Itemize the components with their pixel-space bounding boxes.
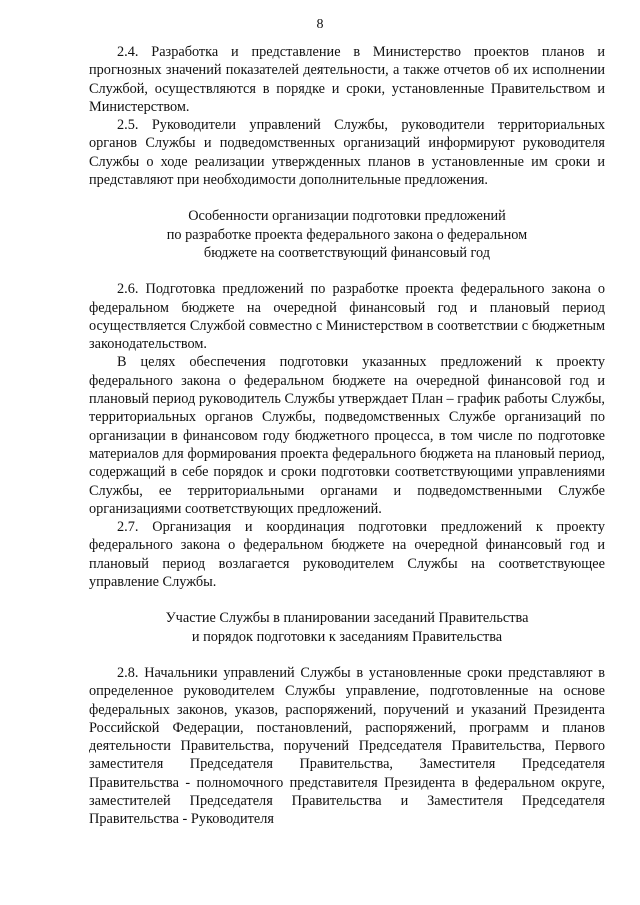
spacer [89,189,605,207]
paragraph-2-8: 2.8. Начальники управлений Службы в установленные сроки представляют в определенное руководителем Службы управление, подготовленные на основе федеральных законов, указов, распоряжений, поручений и указаний Президента Российской Федерации, постановлений, распоряжений, программ и планов деятельности Правительства, поручений Председателя Правительства, Первого заместителя Председателя Правительства, Заместителя Председателя Правительства - полномочного представителя Президента в федеральном округе, заместителей Председателя Правительства и Заместителя Председателя Правительства - Руководителя [89,664,605,828]
spacer [89,646,605,664]
spacer [89,591,605,609]
heading-line: по разработке проекта федерального закона о федеральном [166,226,528,243]
heading-line: и порядок подготовки к заседаниям Правительства [191,628,503,645]
paragraph-2-6-continued: В целях обеспечения подготовки указанных предложений к проекту федерального закона о федеральном бюджете на очередной финансовой год и плановый период руководитель Службы утверждает План – график работы Службы, территориальных органов Службы, подведомственных Службе организаций по организации в финансовом году бюджетного процесса, в том числе по подготовке материалов для формирования проекта федерального бюджета на плановый период, содержащий в себе порядок и сроки подготовки соответствующими управлениями Службы, ее территориальными органами и подведомственными Службе организациями соответствующих предложений. [89,354,605,517]
heading-line: Особенности организации подготовки предложений [188,208,506,225]
spacer [89,262,605,280]
paragraph-2-5: 2.5. Руководители управлений Службы, руководители территориальных органов Службы и подведомственных организаций информируют руководителя Службы о ходе реализации утвержденных планов в установленные им сроки и представляют при необходимости дополнительные предложения. [89,117,605,189]
document-body [89,43,605,829]
paragraph-2-4: 2.4. Разработка и представление в Министерство проектов планов и прогнозных значений показателей деятельности, а также отчетов об их исполнении Службой, осуществляются в порядке и сроки, установленные Правительством и Министерством. [89,44,605,115]
heading-line: Участие Службы в планировании заседаний Правительства [165,610,529,627]
paragraph-2-6: 2.6. Подготовка предложений по разработке проекта федерального закона о федеральном бюджете на очередной финансовый год и плановый период осуществляется Службой совместно с Министерством в соответствии с бюджетным законодательством. [89,281,605,353]
page-number: 8 [316,17,324,32]
section-heading-government-meetings [89,609,605,646]
section-heading-budget [89,207,605,262]
paragraph-2-7: 2.7. Организация и координация подготовки предложений к проекту федерального закона о федеральном бюджете на очередной финансовый год и плановый период возлагается руководителем Службы на соответствующее управление Службы. [89,519,605,591]
heading-line: бюджете на соответствующий финансовый год [203,244,491,261]
